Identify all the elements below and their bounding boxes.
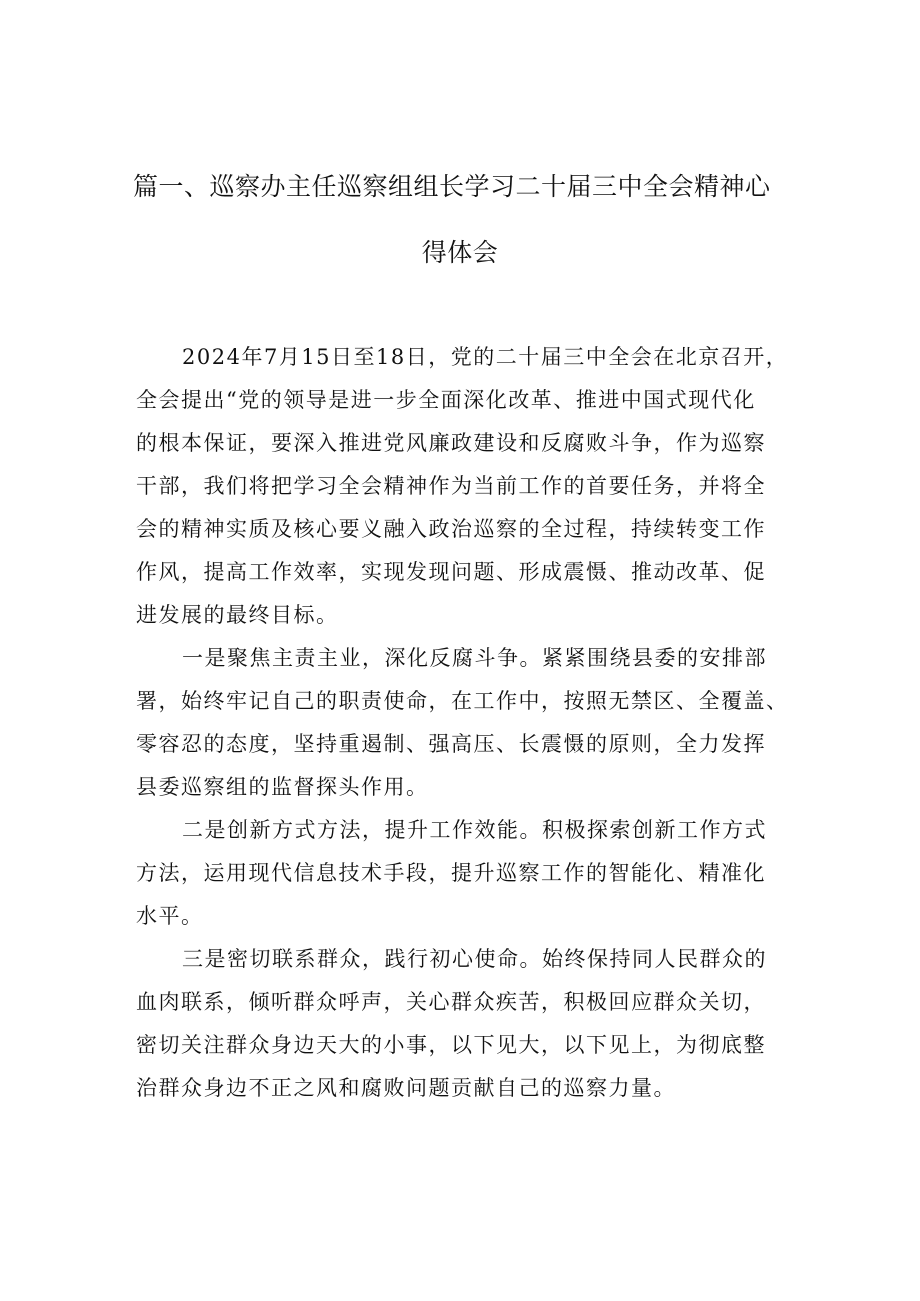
text-line: 血肉联系，倾听群众呼声，关心群众疾苦，积极回应群众关切， bbox=[136, 990, 766, 1014]
text-line: 会的精神实质及核心要义融入政治巡察的全过程，持续转变工作 bbox=[136, 517, 766, 541]
text-line: 作风，提高工作效率，实现发现问题、形成震慑、推动改革、促 bbox=[136, 560, 766, 584]
text-line: 零容忍的态度，坚持重遏制、强高压、长震慑的原则，全力发挥 bbox=[136, 732, 766, 756]
document-title-line-1: 篇一、巡察办主任巡察组组长学习二十届三中全会精神心 bbox=[133, 172, 771, 201]
document-title-line-2: 得体会 bbox=[421, 238, 499, 267]
text-line: 水平。 bbox=[136, 904, 204, 928]
paragraph-point-1 bbox=[136, 637, 798, 809]
text-line: 署，始终牢记自己的职责使命，在工作中，按照无禁区、全覆盖、 bbox=[136, 689, 789, 713]
document-body bbox=[136, 336, 798, 1110]
text-line: 二是创新方式方法，提升工作效能。积极探索创新工作方式 bbox=[182, 818, 767, 842]
text-line: 一是聚焦主责主业，深化反腐斗争。紧紧围绕县委的安排部 bbox=[182, 646, 767, 670]
paragraph-intro bbox=[136, 336, 798, 637]
text-line: 密切关注群众身边天大的小事，以下见大，以下见上，为彻底整 bbox=[136, 1033, 766, 1057]
text-line: 方法，运用现代信息技术手段，提升巡察工作的智能化、精准化 bbox=[136, 861, 766, 885]
text-line: 治群众身边不正之风和腐败问题贡献自己的巡察力量。 bbox=[136, 1076, 676, 1100]
text-line: 干部，我们将把学习全会精神作为当前工作的首要任务，并将全 bbox=[136, 474, 766, 498]
paragraph-point-2 bbox=[136, 809, 798, 938]
text-line: 进发展的最终目标。 bbox=[136, 603, 339, 627]
text-line: 全会提出“党的领导是进一步全面深化改革、推进中国式现代化 bbox=[136, 388, 756, 412]
text-line: 县委巡察组的监督探头作用。 bbox=[136, 775, 429, 799]
text-line: 2024年7月15日至18日，党的二十届三中全会在北京召开， bbox=[182, 345, 789, 369]
text-line: 三是密切联系群众，践行初心使命。始终保持同人民群众的 bbox=[182, 947, 767, 971]
text-line: 的根本保证，要深入推进党风廉政建设和反腐败斗争，作为巡察 bbox=[136, 431, 766, 455]
paragraph-point-3 bbox=[136, 938, 798, 1110]
